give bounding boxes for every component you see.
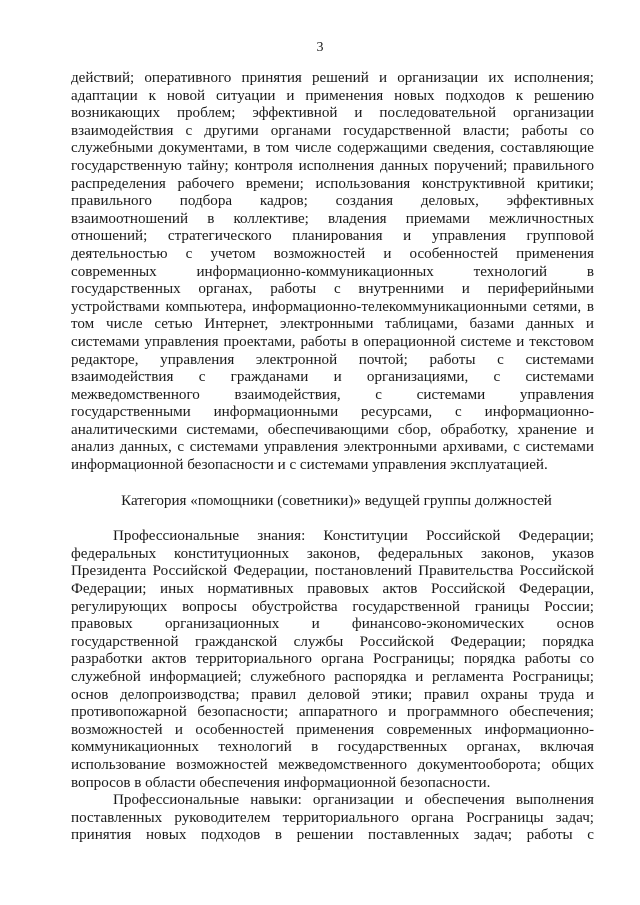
text-line: взаимоотношений в коллективе; владения приемами межличностных (71, 210, 594, 227)
paragraph-professional-skills (71, 792, 594, 845)
page-number: 3 (316, 40, 324, 55)
text-line: аналитическими системами, обеспечивающими сбор, обработку, хранение и (71, 421, 594, 438)
text-line: действий; оперативного принятия решений и организации их исполнения; (71, 70, 594, 86)
text-line: принятия новых подходов в решении поставленных задач; работы с (71, 827, 594, 844)
text-line: служебной информацией; служебного распорядка и регламента Росграницы; (71, 669, 594, 685)
text-line: межведомственного взаимодействия, с системами управления (71, 386, 594, 403)
text-line: регулирующих вопросы обустройства государственной границы России; (71, 598, 594, 615)
text-line: вопросов в области обеспечения информационной безопасности. (71, 774, 491, 791)
paragraph-professional-knowledge (71, 528, 594, 792)
text-line: поставленных руководителем территориального органа Росграницы задач; (71, 809, 594, 826)
text-line: государственных органах, работы с внутренними и периферийными (71, 281, 594, 298)
text-line: правильного подбора кадров; создания деловых, эффективных (71, 193, 594, 210)
text-line: деятельностью с учетом возможностей и особенностей применения (71, 245, 594, 262)
text-line: информационной безопасности и с системами управления эксплуатацией. (71, 457, 548, 474)
text-line: устройствами компьютера, информационно-телекоммуникационными сетями, в (71, 298, 594, 315)
text-line: служебными документами, в том числе содержащими сведения, составляющие (71, 140, 594, 157)
text-line: Профессиональные навыки: организации и обеспечения выполнения (113, 792, 594, 809)
paragraph-skills-continued (71, 70, 594, 475)
text-line: противопожарной безопасности; аппаратного и программного обеспечения; (71, 704, 594, 721)
section-heading: Категория «помощники (советники)» ведущей группы должностей (121, 492, 552, 509)
text-line: распределения рабочего времени; использования конструктивной критики; (71, 175, 594, 192)
text-line: разработки актов территориального органа Росграницы; порядка работы со (71, 651, 594, 668)
text-line: системами управления проектами, работы в операционной системе и текстовом (71, 333, 594, 350)
text-line: Профессиональные знания: Конституции Российской Федерации; (113, 528, 594, 545)
text-line: отношений; стратегического планирования и управления групповой (71, 228, 594, 245)
text-line: Президента Российской Федерации, постановлений Правительства Российской (71, 563, 594, 580)
text-line: адаптации к новой ситуации и применения новых подходов к решению (71, 87, 594, 104)
text-line: государственную тайну; контроля исполнения данных поручений; правильного (71, 157, 594, 174)
text-line: взаимодействия с другими органами государственной власти; работы со (71, 122, 594, 139)
text-line: государственной гражданской службы Российской Федерации; порядка (71, 633, 594, 650)
document-body (71, 70, 594, 845)
text-line: основ делопроизводства; правил деловой этики; правил охраны труда и (71, 686, 594, 703)
text-line: государственными информационными ресурсами, с информационно- (71, 404, 594, 421)
text-line: коммуникационных технологий в государственных органах, включая (71, 739, 594, 756)
text-line: правовых организационных и финансово-экономических основ (71, 616, 594, 633)
text-line: федеральных конституционных законов, федеральных законов, указов (71, 545, 594, 562)
text-line: возникающих проблем; эффективной и последовательной организации (71, 105, 594, 122)
text-line: возможностей и особенностей применения современных информационно- (71, 721, 594, 738)
text-line: взаимодействия с гражданами и организациями, с системами (71, 369, 594, 386)
text-line: Федерации; иных нормативных правовых актов Российской Федерации, (71, 581, 594, 598)
text-line: использование возможностей межведомственного документооборота; общих (71, 756, 594, 773)
text-line: современных информационно-коммуникационных технологий в (71, 263, 594, 280)
text-line: редакторе, управления электронной почтой; работы с системами (71, 351, 594, 368)
text-line: анализ данных, с системами управления электронными архивами, с системами (71, 439, 594, 456)
text-line: том числе сетью Интернет, электронными таблицами, базами данных и (71, 316, 594, 333)
